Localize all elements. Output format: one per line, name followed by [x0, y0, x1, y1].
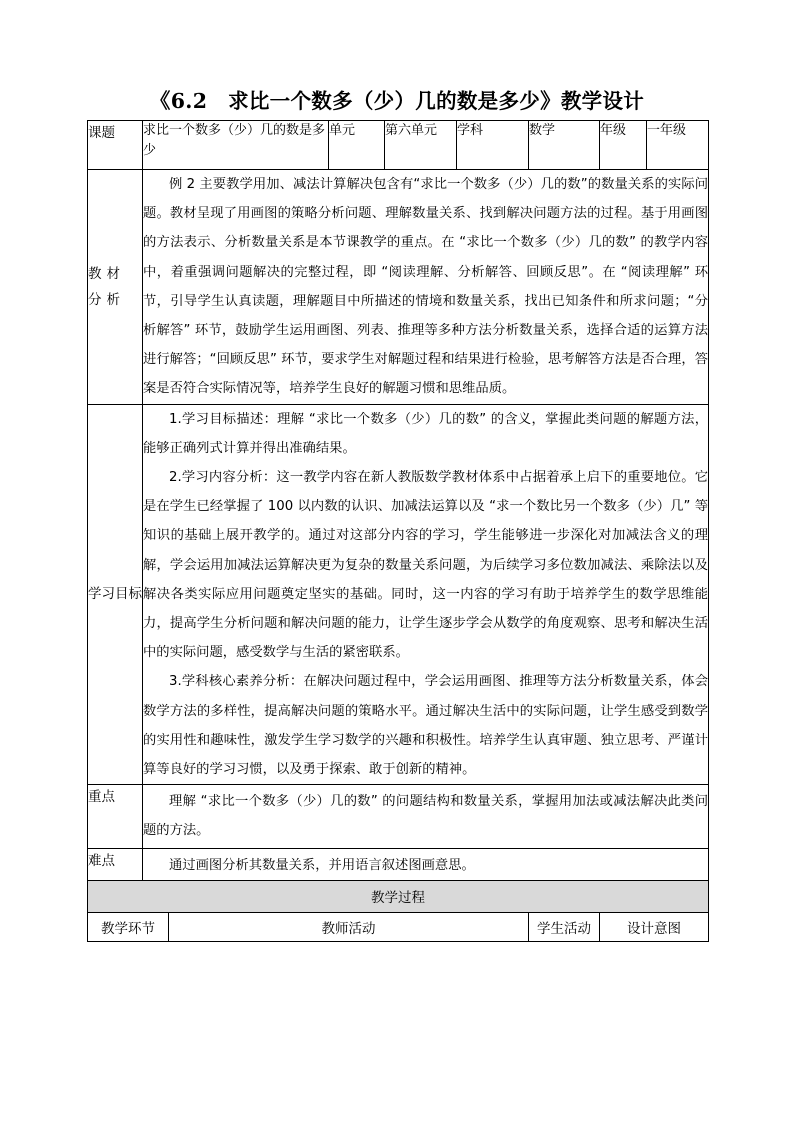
learning-goal-paragraph-3: 3.学科核心素养分析：在解决问题过程中，学会运用画图、推理等方法分析数量关系，体会数学方法的多样性，提高解决问题的策略水平。通过解决生活中的实际问题，让学生感受到数学的实用性和趣味性，激发学生学习数学的兴趣和积极性。培养学生认真审题、独立思考、严谨计算等良好的学习习惯，以及勇于探索、敢于创新的精神。 — [143, 674, 709, 778]
difficulty-body — [143, 848, 709, 880]
key-point-body — [143, 785, 709, 848]
difficulty-text: 通过画图分析其数量关系，并用语言叙述图画意思。 — [169, 857, 475, 873]
column-student-activity: 学生活动 — [529, 912, 600, 941]
topic-value: 求比一个数多（少）几的数是多少 — [143, 121, 329, 170]
learning-goal-paragraph-2: 2.学习内容分析：这一教学内容在新人教版数学教材体系中占据着承上启下的重要地位。它是在学生已经掌握了 100 以内数的认识、加减法运算以及 “求一个数比另一个数多（少）几” 等知识的基础上展开教学的。通过对这部分内容的学习，学生能够进一步深化对加减法含义的理解，学会运用加减法运算解决更为复杂的数量关系问题，为后续学习多位数加减法、乘除法以及解决各类实际应用问题奠定坚实的基础。同时，这一内容的学习有助于培养学生的数学思维能力，提高学生分析问题和解决问题的能力，让学生逐步学会从数学的角度观察、思考和解决生活中的实际问题，感受数学与生活的紧密联系。 — [143, 470, 709, 661]
topic-label: 课题 — [88, 121, 143, 170]
column-design-intent: 设计意图 — [600, 912, 709, 941]
unit-label: 单元 — [329, 121, 385, 170]
process-header: 教学过程 — [88, 880, 709, 912]
unit-value: 第六单元 — [385, 121, 457, 170]
process-columns-row — [88, 912, 709, 941]
learning-goals-label: 学习目标 — [88, 404, 143, 785]
difficulty-row — [88, 848, 709, 880]
subject-label: 学科 — [457, 121, 529, 170]
learning-goal-paragraph-1: 1.学习目标描述：理解 “求比一个数多（少）几的数” 的含义，掌握此类问题的解题方法，能够正确列式计算并得出准确结果。 — [143, 411, 709, 456]
learning-goals-body — [143, 404, 709, 785]
key-point-label: 重点 — [88, 785, 143, 848]
grade-label: 年级 — [600, 121, 647, 170]
header-row — [88, 121, 709, 170]
key-point-text: 理解 “求比一个数多（少）几的数” 的问题结构和数量关系，掌握用加法或减法解决此类问题的方法。 — [143, 794, 709, 839]
lesson-plan-table — [87, 120, 709, 942]
document-title: 《6.2 求比一个数多（少）几的数是多少》教学设计 — [149, 89, 645, 113]
column-teaching-stage: 教学环节 — [88, 912, 169, 941]
subject-value: 数学 — [529, 121, 600, 170]
column-teacher-activity: 教师活动 — [169, 912, 529, 941]
process-header-row — [88, 880, 709, 912]
material-analysis-paragraph: 例 2 主要教学用加、减法计算解决包含有“求比一个数多（少）几的数”的数量关系的实际问题。教材呈现了用画图的策略分析问题、理解数量关系、找到解决问题方法的过程。基于用画图的方法表示、分析数量关系是本节课教学的重点。在 “求比一个数多（少）几的数” 的教学内容中，着重强调问题解决的完整过程，即 “阅读理解、分析解答、回顾反思”。在 “阅读理解” 环节，引导学生认真读题，理解题目中所描述的情境和数量关系，找出已知条件和所求问题；“分析解答” 环节，鼓励学生运用画图、列表、推理等多种方法分析数量关系，选择合适的运算方法进行解答；“回顾反思” 环节，要求学生对解题过程和结果进行检验，思考解答方法是否合理，答案是否符合实际情况等，培养学生良好的解题习惯和思维品质。 — [143, 177, 709, 397]
grade-value: 一年级 — [647, 121, 709, 170]
material-analysis-body — [143, 170, 709, 405]
learning-goals-row — [88, 404, 709, 785]
key-point-row — [88, 785, 709, 848]
difficulty-label: 难点 — [88, 848, 143, 880]
material-analysis-row — [88, 170, 709, 405]
material-analysis-label: 教材分析 — [88, 170, 143, 405]
